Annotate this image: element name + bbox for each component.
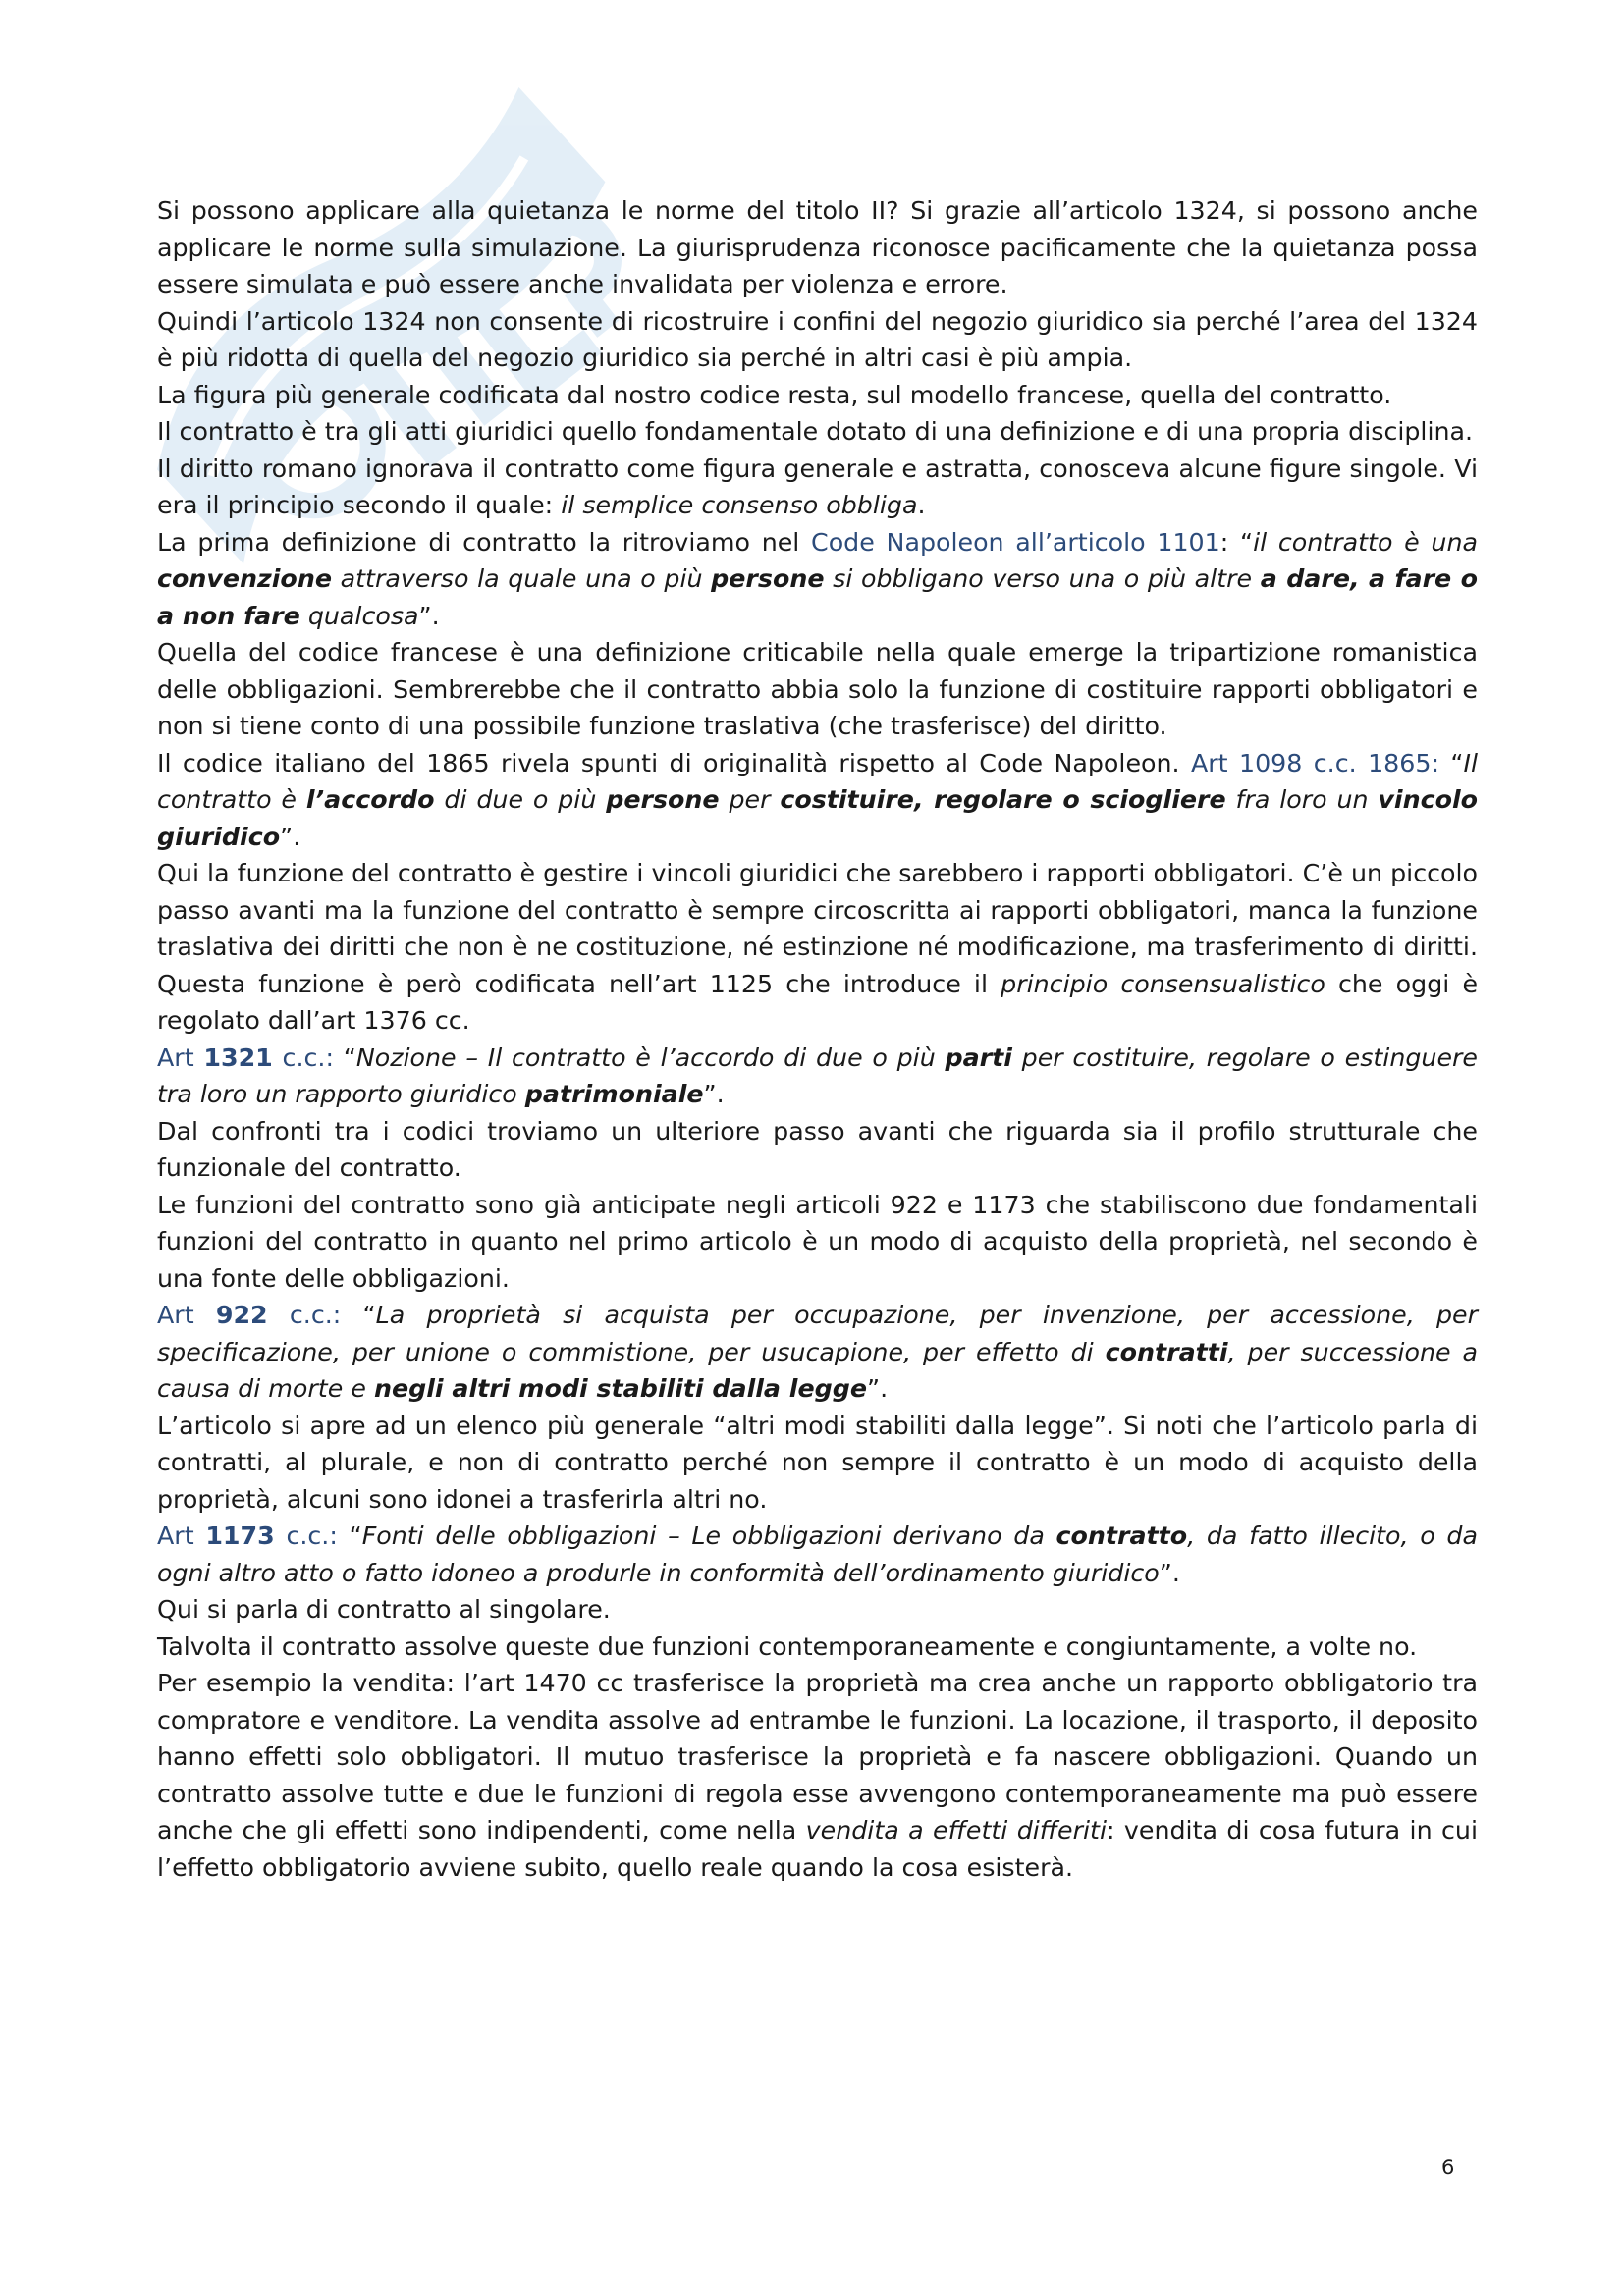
text-run: parti [945, 1042, 1012, 1072]
paragraph [157, 303, 1478, 377]
text-run: “ [337, 1522, 362, 1550]
text-run: La figura più generale codificata dal nostro codice resta, sul modello francese, quella del contratto. [157, 380, 1392, 409]
text-run: negli altri modi stabiliti dalla legge [373, 1374, 867, 1403]
text-run: La proprietà si acquista per occupazione, per invenzione, per accessione, per specificazione, per unione o commistione, per usucapione, per effetto di [157, 1301, 1478, 1366]
text-run: Si possono applicare alla quietanza le norme del titolo II? Si grazie all’articolo 1324, si possono anche applicare le norme sulla simulazione. La giurisprudenza riconosce pacificamente che la quietanza possa essere simulata e può essere anche invalidata per violenza e errore. [157, 196, 1478, 298]
paragraph [157, 413, 1478, 451]
paragraph [157, 1187, 1478, 1298]
document-body [157, 192, 1478, 1886]
text-run: persone [711, 564, 825, 593]
text-run: Fonti delle obbligazioni – Le obbligazioni derivano da [361, 1522, 1056, 1550]
article-reference: Art [157, 1301, 216, 1329]
paragraph [157, 524, 1478, 635]
text-run: Talvolta il contratto assolve queste due funzioni contemporaneamente e congiuntamente, a volte no. [157, 1631, 1418, 1661]
text-run: Il contratto è [157, 748, 1478, 814]
text-run: l’accordo [305, 785, 435, 814]
text-run: costituire, regolare o sciogliere [780, 785, 1226, 814]
text-run: , per successione a causa di morte e [157, 1337, 1478, 1403]
text-run: per costituire, regolare o estinguere tra loro un rapporto giuridico [157, 1042, 1478, 1108]
text-run: che oggi è regolato dall’art 1376 cc. [157, 969, 1479, 1035]
paragraph [157, 1665, 1478, 1886]
text-run: ”. [1159, 1558, 1180, 1587]
text-run: qualcosa [299, 601, 419, 630]
text-run: il contratto è una [1253, 527, 1479, 557]
text-run: . [917, 491, 926, 519]
paragraph [157, 634, 1478, 745]
text-run: : vendita di cosa futura in cui l’effetto obbligatorio avviene subito, quello reale quando la cosa esisterà. [157, 1816, 1478, 1882]
text-run: L’articolo si apre ad un elenco più generale “altri modi stabiliti dalla legge”. Si noti che l’articolo parla di contratti, al plurale, e non di contratto perché non sempre il contratto è un modo di acquisto della proprietà, alcuni sono idonei a trasferirla altri no. [157, 1411, 1478, 1514]
text-run: “ [333, 1042, 356, 1072]
article-reference: 1321 [203, 1042, 273, 1072]
article-reference: c.c.: [272, 1042, 334, 1072]
text-run: ”. [867, 1374, 889, 1403]
text-run: fra loro un [1225, 785, 1379, 814]
text-run: : “ [1219, 527, 1254, 557]
text-run: persone [606, 785, 720, 814]
text-run: “ [341, 1301, 376, 1329]
text-run: Le funzioni del contratto sono già anticipate negli articoli 922 e 1173 che stabiliscono due fondamentali funzioni del contratto in quanto nel primo articolo è un modo di acquisto della proprietà, nel secondo è una fonte delle obbligazioni. [157, 1190, 1478, 1293]
paragraph [157, 1113, 1478, 1187]
text-run: Il diritto romano ignorava il contratto come figura generale e astratta, conosceva alcune figure singole. Vi era il principio secondo il quale: [157, 454, 1478, 519]
paragraph [157, 1591, 1478, 1629]
article-reference: 922 [215, 1301, 268, 1329]
paragraph [157, 1629, 1478, 1666]
paragraph [157, 192, 1478, 303]
article-reference: 1173 [205, 1522, 275, 1550]
paragraph [157, 855, 1478, 1040]
paragraph [157, 1040, 1478, 1113]
text-run: Il codice italiano del 1865 rivela spunti di originalità rispetto al Code Napoleon. [157, 748, 1191, 777]
text-run: attraverso la quale una o più [331, 564, 712, 593]
text-run: il semplice consenso obbliga [561, 491, 918, 519]
text-run: Qui la funzione del contratto è gestire i vincoli giuridici che sarebbero i rapporti obbligatori. C’è un piccolo passo avanti ma la funzione del contratto è sempre circoscritta ai rapporti obbligatori, manca la funzione traslativa dei diritti che non è ne costituzione, né estinzione né modificazione, ma trasferimento di diritti. Questa funzione è però codificata nell’art 1125 che introduce il [157, 859, 1478, 998]
text-run: si obbligano verso una o più altre [824, 564, 1261, 593]
text-run: “ [1438, 748, 1464, 777]
article-reference: c.c.: [274, 1522, 338, 1550]
article-reference: c.c.: [267, 1301, 342, 1329]
text-run: Il contratto è tra gli atti giuridici quello fondamentale dotato di una definizione e di una propria disciplina. [157, 417, 1474, 446]
article-reference: Art [157, 1522, 206, 1550]
text-run: vincolo giuridico [157, 785, 1479, 851]
text-run: Quella del codice francese è una definizione criticabile nella quale emerge la tripartizione romanistica delle obbligazioni. Sembrerebbe che il contratto abbia solo la funzione di costituire rapporti obbligatori e non si tiene conto di una possibile funzione traslativa (che trasferisce) del diritto. [157, 638, 1478, 740]
article-reference: Code Napoleon all’articolo 1101 [811, 527, 1220, 557]
text-run: a dare, a fare o a non fare [157, 564, 1478, 630]
paragraph [157, 1297, 1478, 1408]
article-reference: Art 1098 c.c. 1865: [1190, 748, 1439, 777]
text-run: patrimoniale [524, 1080, 704, 1108]
page-number: 6 [1441, 2156, 1455, 2179]
text-run: principio consensualistico [1001, 969, 1325, 998]
text-run: vendita a effetti differiti [805, 1816, 1107, 1844]
text-run: Nozione – Il contratto è l’accordo di due o più [355, 1042, 946, 1072]
text-run: La prima definizione di contratto la ritroviamo nel [157, 527, 812, 557]
paragraph [157, 451, 1478, 524]
text-run: ”. [280, 822, 301, 851]
text-run: ”. [703, 1080, 725, 1108]
paragraph [157, 1408, 1478, 1519]
paragraph [157, 377, 1478, 414]
text-run: Per esempio la vendita: l’art 1470 cc trasferisce la proprietà ma crea anche un rapporto obbligatorio tra compratore e venditore. La vendita assolve ad entrambe le funzioni. La locazione, il trasporto, il deposito hanno effetti solo obbligatori. Il mutuo trasferisce la proprietà e fa nascere obbligazioni. Quando un contratto assolve tutte e due le funzioni di regola esse avvengono contemporaneamente ma può essere anche che gli effetti sono indipendenti, come nella [157, 1669, 1478, 1844]
text-run: contratto [1055, 1522, 1188, 1550]
article-reference: Art [157, 1042, 204, 1072]
text-run: ”. [418, 601, 440, 630]
text-run: convenzione [157, 564, 332, 593]
paragraph [157, 1518, 1478, 1591]
text-run: di due o più [434, 785, 607, 814]
text-run: Qui si parla di contratto al singolare. [157, 1595, 611, 1624]
text-run: Quindi l’articolo 1324 non consente di ricostruire i confini del negozio giuridico sia perché l’area del 1324 è più ridotta di quella del negozio giuridico sia perché in altri casi è più ampia. [157, 306, 1478, 372]
paragraph [157, 745, 1478, 856]
text-run: contratti [1105, 1337, 1228, 1366]
text-run: Dal confronti tra i codici troviamo un ulteriore passo avanti che riguarda sia il profilo strutturale che funzionale del contratto. [157, 1116, 1478, 1182]
text-run: , da fatto illecito, o da ogni altro atto o fatto idoneo a produrle in conformità dell’ordinamento giuridico [157, 1522, 1478, 1587]
text-run: per [719, 785, 781, 814]
